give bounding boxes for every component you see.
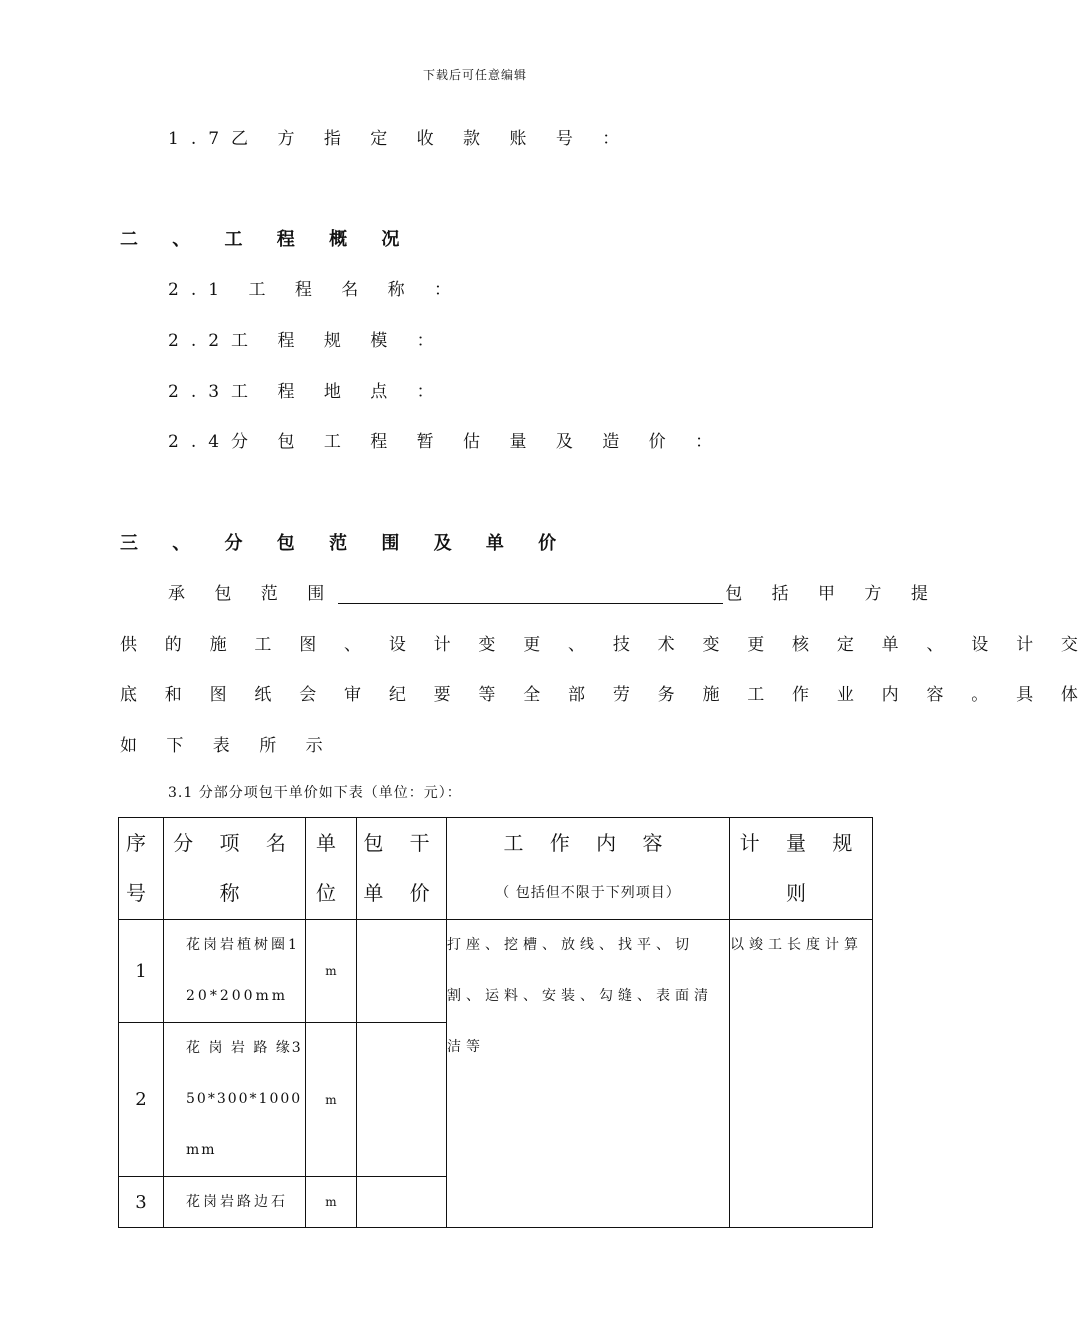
- header-rule-line1: 计 量 规: [739, 831, 863, 855]
- row1-price: [357, 920, 447, 1023]
- header-name: [164, 818, 306, 920]
- header-seq-line2: 号: [126, 881, 156, 905]
- clause-2-2: 2.2工 程 规 模 ：: [168, 331, 446, 351]
- table-caption: 3.1 分部分项包干单价如下表（单位：元）：: [168, 785, 462, 801]
- measurement-rule: 以竣工长度计算: [730, 920, 873, 1228]
- row3-name: 花岗岩路边石: [164, 1177, 306, 1228]
- header-price: [357, 818, 447, 920]
- row2-price: [357, 1023, 447, 1177]
- header-seq-line1: 序: [126, 831, 156, 855]
- header-unit-line2: 位: [316, 881, 346, 905]
- scope-paragraph-line1: [168, 579, 940, 604]
- row2-seq: 2: [119, 1023, 164, 1177]
- scope-paragraph-line4: 如 下 表 所 示: [120, 736, 335, 756]
- row2-unit: m: [306, 1023, 357, 1177]
- row3-seq: 3: [119, 1177, 164, 1228]
- header-content-line1: 工 作 内 容: [503, 831, 673, 855]
- header-unit-line1: 单: [316, 831, 346, 855]
- work-content: 打座、挖槽、放线、找平、切割、运料、安装、勾缝、表面清洁等: [447, 920, 730, 1228]
- header-rule: [730, 818, 873, 920]
- header-content: [447, 818, 730, 920]
- clause-1-7: 1.7乙 方 指 定 收 款 账 号 ：: [168, 129, 632, 149]
- scope-continue: 包 括 甲 方 提: [725, 584, 940, 604]
- clause-2-3: 2.3工 程 地 点 ：: [168, 382, 446, 402]
- page-header: 下载后可任意编辑: [422, 68, 527, 82]
- header-name-line2: 称: [219, 881, 250, 905]
- header-content-line2: （ 包括但不限于下列项目）: [495, 885, 681, 901]
- scope-paragraph-line3: 底 和 图 纸 会 审 纪 要 等 全 部 劳 务 施 工 作 业 内 容 。 具 体: [120, 685, 1089, 705]
- unit-price-table: [118, 817, 873, 1228]
- section-3-title: 三 、 分 包 范 围 及 单 价: [120, 533, 571, 554]
- header-seq: [119, 818, 164, 920]
- row3-unit: m: [306, 1177, 357, 1228]
- scope-paragraph-line2: 供 的 施 工 图 、 设 计 变 更 、 技 术 变 更 核 定 单 、 设 计 交: [120, 635, 1089, 655]
- row2-name: 花 岗 岩 路 缘350*300*1000mm: [164, 1023, 306, 1177]
- header-rule-line2: 则: [786, 881, 816, 905]
- clause-2-1: 2.1 工 程 名 称 ：: [168, 280, 464, 300]
- section-2-title: 二 、 工 程 概 况: [120, 229, 414, 250]
- scope-blank-line: [338, 585, 723, 604]
- table-header-row: [119, 818, 873, 920]
- row1-name: 花岗岩植树圈120*200mm: [164, 920, 306, 1023]
- scope-label: 承 包 范 围: [168, 584, 337, 604]
- header-unit: [306, 818, 357, 920]
- row1-unit: m: [306, 920, 357, 1023]
- clause-2-4: 2.4分 包 工 程 暂 估 量 及 造 价 ：: [168, 432, 725, 452]
- table-row: [119, 920, 873, 1023]
- row1-seq: 1: [119, 920, 164, 1023]
- header-price-line2: 单 价: [363, 881, 440, 905]
- header-price-line1: 包 干: [363, 831, 440, 855]
- header-name-line1: 分 项 名: [173, 831, 296, 855]
- row3-price: [357, 1177, 447, 1228]
